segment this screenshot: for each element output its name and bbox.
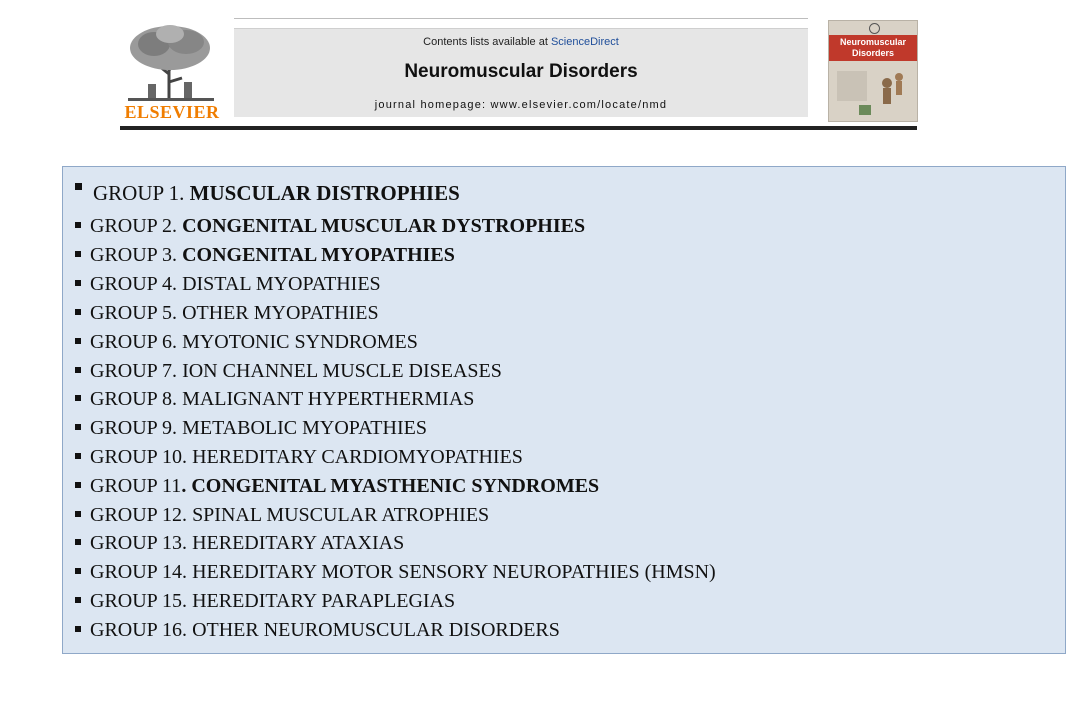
group-item: [75, 618, 560, 642]
group-name: HEREDITARY ATAXIAS: [192, 532, 405, 554]
group-name: . CONGENITAL MYASTHENIC SYNDROMES: [181, 475, 600, 497]
group-list: [62, 166, 1066, 654]
square-bullet-icon: [75, 309, 81, 315]
square-bullet-icon: [75, 367, 81, 373]
group-name: METABOLIC MYOPATHIES: [182, 417, 427, 439]
group-name: HEREDITARY MOTOR SENSORY NEUROPATHIES (HMSN): [192, 561, 716, 583]
group-number: GROUP 16.: [90, 619, 193, 641]
group-number: GROUP 10.: [90, 446, 193, 468]
journal-homepage[interactable]: journal homepage: www.elsevier.com/locate/nmd: [374, 99, 668, 111]
group-name: OTHER MYOPATHIES: [182, 302, 379, 324]
journal-header: [120, 18, 917, 132]
publisher-logo: [120, 22, 224, 122]
title-panel: [234, 28, 808, 117]
cover-title: Neuromuscular Disorders: [829, 35, 917, 61]
contents-line: [234, 36, 808, 48]
group-name: MYOTONIC SYNDROMES: [182, 331, 418, 353]
square-bullet-icon: [75, 597, 81, 603]
group-item: [75, 589, 455, 613]
group-number: GROUP 6.: [90, 331, 183, 353]
group-name: CONGENITAL MYOPATHIES: [182, 244, 455, 266]
group-name: CONGENITAL MUSCULAR DYSTROPHIES: [182, 215, 586, 237]
group-item: [75, 272, 381, 296]
group-number: GROUP 11: [90, 475, 182, 497]
square-bullet-icon: [75, 453, 81, 459]
group-item: [75, 301, 379, 325]
square-bullet-icon: [75, 626, 81, 632]
group-item: [75, 503, 489, 527]
group-item: [75, 330, 418, 354]
square-bullet-icon: [75, 511, 81, 517]
square-bullet-icon: [75, 183, 82, 190]
group-item: [75, 531, 404, 555]
group-item: [75, 560, 716, 584]
group-name: SPINAL MUSCULAR ATROPHIES: [192, 504, 490, 526]
square-bullet-icon: [75, 280, 81, 286]
group-name: DISTAL MYOPATHIES: [182, 273, 381, 295]
group-name: ION CHANNEL MUSCLE DISEASES: [182, 360, 502, 382]
group-item: [75, 359, 502, 383]
group-number: GROUP 15.: [90, 590, 193, 612]
square-bullet-icon: [75, 395, 81, 401]
group-number: GROUP 5.: [90, 302, 183, 324]
group-number: GROUP 8.: [90, 388, 183, 410]
group-number: GROUP 4.: [90, 273, 183, 295]
square-bullet-icon: [75, 539, 81, 545]
group-item: [75, 416, 427, 440]
journal-title: Neuromuscular Disorders: [404, 61, 638, 82]
group-number: GROUP 3.: [90, 244, 183, 266]
square-bullet-icon: [75, 222, 81, 228]
publisher-name: ELSEVIER: [124, 102, 220, 122]
sciencedirect-link[interactable]: ScienceDirect: [550, 36, 619, 48]
cover-illustration-icon: [829, 21, 917, 121]
contents-prefix: Contents lists available at: [423, 36, 551, 48]
group-number: GROUP 9.: [90, 417, 183, 439]
square-bullet-icon: [75, 338, 81, 344]
group-name: OTHER NEUROMUSCULAR DISORDERS: [192, 619, 560, 641]
group-name: HEREDITARY PARAPLEGIAS: [192, 590, 456, 612]
group-number: GROUP 12.: [90, 504, 193, 526]
square-bullet-icon: [75, 424, 81, 430]
square-bullet-icon: [75, 568, 81, 574]
top-rule: [234, 18, 808, 19]
square-bullet-icon: [75, 251, 81, 257]
group-item: [75, 214, 585, 238]
tree-logo-icon: [124, 22, 218, 102]
group-item: [75, 445, 523, 469]
group-item: [75, 243, 455, 267]
journal-cover: [828, 20, 918, 122]
group-number: GROUP 2.: [90, 215, 183, 237]
bottom-rule: [120, 126, 917, 130]
group-item: [75, 181, 460, 205]
group-name: HEREDITARY CARDIOMYOPATHIES: [192, 446, 523, 468]
group-name: MUSCULAR DISTROPHIES: [189, 181, 460, 205]
group-number: GROUP 13.: [90, 532, 193, 554]
group-item: [75, 387, 474, 411]
group-number: GROUP 14.: [90, 561, 193, 583]
group-item: [75, 474, 599, 498]
square-bullet-icon: [75, 482, 81, 488]
group-number: GROUP 7.: [90, 360, 183, 382]
group-number: GROUP 1.: [93, 181, 190, 205]
group-name: MALIGNANT HYPERTHERMIAS: [182, 388, 475, 410]
